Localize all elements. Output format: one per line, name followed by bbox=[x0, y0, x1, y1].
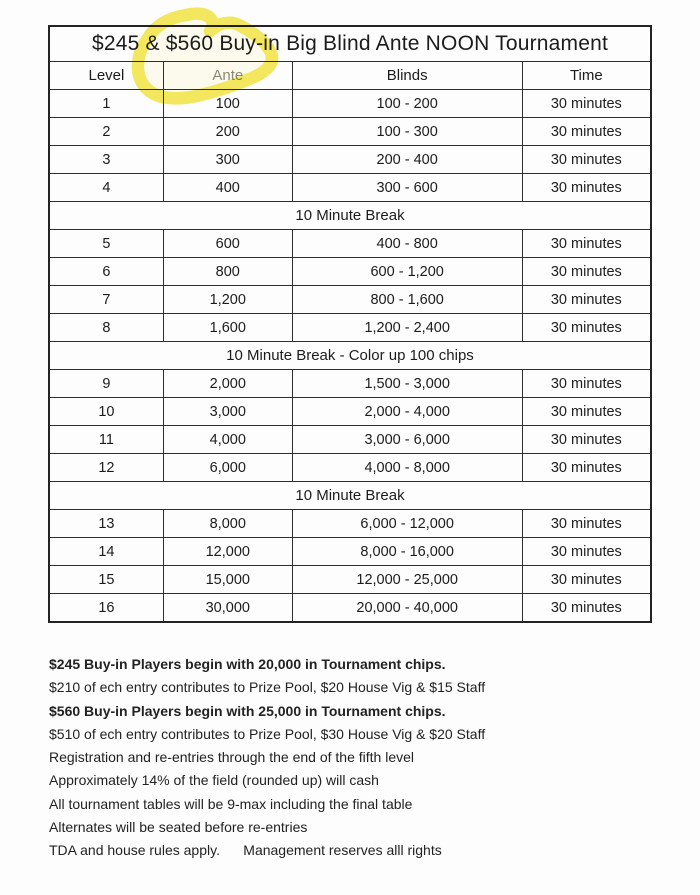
table-row bbox=[49, 174, 651, 202]
note-line: Alternates will be seated before re-entries bbox=[49, 819, 308, 836]
table-row bbox=[49, 426, 651, 454]
time-cell: 30 minutes bbox=[522, 258, 651, 286]
page-title: $245 & $560 Buy-in Big Blind Ante NOON Tournament bbox=[49, 26, 651, 62]
level-cell: 14 bbox=[49, 538, 163, 566]
break-row bbox=[49, 482, 651, 510]
table-row bbox=[49, 370, 651, 398]
time-cell: 30 minutes bbox=[522, 146, 651, 174]
table-row bbox=[49, 510, 651, 538]
column-header-ante: Ante bbox=[163, 62, 292, 90]
blinds-cell: 1,500 - 3,000 bbox=[292, 370, 522, 398]
level-cell: 12 bbox=[49, 454, 163, 482]
time-cell: 30 minutes bbox=[522, 510, 651, 538]
note-line: $210 of ech entry contributes to Prize Pool, $20 House Vig & $15 Staff bbox=[49, 679, 486, 696]
blinds-cell: 300 - 600 bbox=[292, 174, 522, 202]
title-row bbox=[49, 26, 651, 62]
level-cell: 7 bbox=[49, 286, 163, 314]
note-line: $560 Buy-in Players begin with 25,000 in Tournament chips. bbox=[49, 702, 446, 719]
time-cell: 30 minutes bbox=[522, 286, 651, 314]
level-cell: 3 bbox=[49, 146, 163, 174]
blinds-cell: 3,000 - 6,000 bbox=[292, 426, 522, 454]
ante-cell: 200 bbox=[163, 118, 292, 146]
ante-cell: 8,000 bbox=[163, 510, 292, 538]
time-cell: 30 minutes bbox=[522, 566, 651, 594]
level-cell: 10 bbox=[49, 398, 163, 426]
blinds-cell: 100 - 300 bbox=[292, 118, 522, 146]
blinds-cell: 600 - 1,200 bbox=[292, 258, 522, 286]
break-label: 10 Minute Break bbox=[49, 482, 651, 510]
time-cell: 30 minutes bbox=[522, 174, 651, 202]
ante-cell: 3,000 bbox=[163, 398, 292, 426]
table-body bbox=[49, 90, 651, 623]
time-cell: 30 minutes bbox=[522, 314, 651, 342]
level-cell: 1 bbox=[49, 90, 163, 118]
ante-cell: 600 bbox=[163, 230, 292, 258]
table-row bbox=[49, 314, 651, 342]
blinds-cell: 6,000 - 12,000 bbox=[292, 510, 522, 538]
table-row bbox=[49, 566, 651, 594]
blinds-cell: 12,000 - 25,000 bbox=[292, 566, 522, 594]
table-row bbox=[49, 594, 651, 623]
table-row bbox=[49, 230, 651, 258]
blinds-cell: 8,000 - 16,000 bbox=[292, 538, 522, 566]
ante-cell: 400 bbox=[163, 174, 292, 202]
ante-cell: 15,000 bbox=[163, 566, 292, 594]
table-row bbox=[49, 398, 651, 426]
level-cell: 11 bbox=[49, 426, 163, 454]
time-cell: 30 minutes bbox=[522, 370, 651, 398]
blinds-cell: 2,000 - 4,000 bbox=[292, 398, 522, 426]
ante-cell: 1,600 bbox=[163, 314, 292, 342]
time-cell: 30 minutes bbox=[522, 594, 651, 623]
note-line: TDA and house rules apply. Management reserves alll rights bbox=[49, 842, 442, 859]
ante-cell: 300 bbox=[163, 146, 292, 174]
table-row bbox=[49, 538, 651, 566]
table-row bbox=[49, 286, 651, 314]
time-cell: 30 minutes bbox=[522, 398, 651, 426]
blinds-cell: 4,000 - 8,000 bbox=[292, 454, 522, 482]
ante-cell: 1,200 bbox=[163, 286, 292, 314]
note-line: $510 of ech entry contributes to Prize Pool, $30 House Vig & $20 Staff bbox=[49, 725, 486, 742]
column-header-row bbox=[49, 62, 651, 90]
blinds-cell: 1,200 - 2,400 bbox=[292, 314, 522, 342]
tournament-structure-table bbox=[48, 25, 652, 623]
notes-section bbox=[49, 653, 659, 863]
note-line: Approximately 14% of the field (rounded up) will cash bbox=[49, 772, 379, 789]
level-cell: 9 bbox=[49, 370, 163, 398]
level-cell: 2 bbox=[49, 118, 163, 146]
time-cell: 30 minutes bbox=[522, 90, 651, 118]
table-row bbox=[49, 258, 651, 286]
level-cell: 4 bbox=[49, 174, 163, 202]
table-row bbox=[49, 146, 651, 174]
ante-cell: 2,000 bbox=[163, 370, 292, 398]
column-header-time: Time bbox=[522, 62, 651, 90]
note-line: $245 Buy-in Players begin with 20,000 in Tournament chips. bbox=[49, 656, 446, 672]
time-cell: 30 minutes bbox=[522, 426, 651, 454]
time-cell: 30 minutes bbox=[522, 454, 651, 482]
level-cell: 15 bbox=[49, 566, 163, 594]
level-cell: 13 bbox=[49, 510, 163, 538]
note-line: Registration and re-entries through the end of the fifth level bbox=[49, 749, 414, 766]
blinds-cell: 800 - 1,600 bbox=[292, 286, 522, 314]
time-cell: 30 minutes bbox=[522, 538, 651, 566]
note-line: All tournament tables will be 9-max including the final table bbox=[49, 795, 413, 812]
ante-cell: 4,000 bbox=[163, 426, 292, 454]
level-cell: 5 bbox=[49, 230, 163, 258]
blinds-cell: 400 - 800 bbox=[292, 230, 522, 258]
column-header-blinds: Blinds bbox=[292, 62, 522, 90]
level-cell: 16 bbox=[49, 594, 163, 623]
ante-cell: 30,000 bbox=[163, 594, 292, 623]
time-cell: 30 minutes bbox=[522, 230, 651, 258]
table-row bbox=[49, 118, 651, 146]
time-cell: 30 minutes bbox=[522, 118, 651, 146]
ante-cell: 100 bbox=[163, 90, 292, 118]
break-row bbox=[49, 202, 651, 230]
break-label: 10 Minute Break bbox=[49, 202, 651, 230]
level-cell: 8 bbox=[49, 314, 163, 342]
table-row bbox=[49, 454, 651, 482]
blinds-cell: 100 - 200 bbox=[292, 90, 522, 118]
level-cell: 6 bbox=[49, 258, 163, 286]
break-label: 10 Minute Break - Color up 100 chips bbox=[49, 342, 651, 370]
column-header-level: Level bbox=[49, 62, 163, 90]
blinds-cell: 200 - 400 bbox=[292, 146, 522, 174]
ante-cell: 12,000 bbox=[163, 538, 292, 566]
ante-cell: 6,000 bbox=[163, 454, 292, 482]
ante-cell: 800 bbox=[163, 258, 292, 286]
blinds-cell: 20,000 - 40,000 bbox=[292, 594, 522, 623]
break-row bbox=[49, 342, 651, 370]
table-row bbox=[49, 90, 651, 118]
